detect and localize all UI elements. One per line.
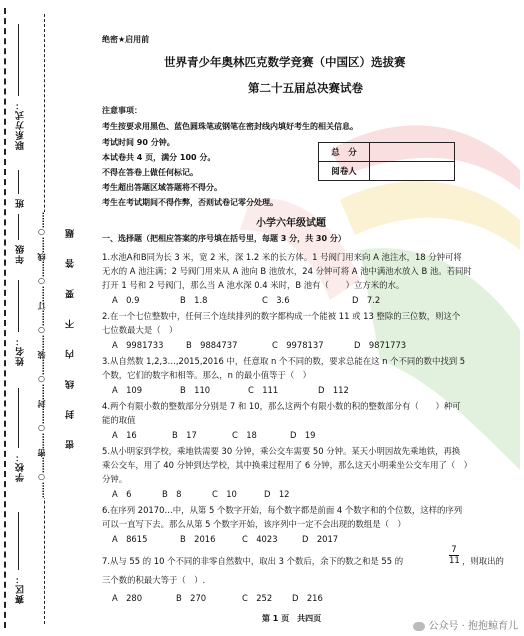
answer-option[interactable]: B 8 (162, 489, 182, 499)
score-row-grader (319, 162, 455, 181)
do-not-answer-notice: 密 封 线 内 不 要 答 题 (66, 220, 76, 449)
question-line: 1.水池A和B同为长 3 米，宽 2 米，深 1.2 米的长方体。1 号阀门用来向 A 池注水，18 分钟可将 (102, 252, 462, 262)
answer-option[interactable]: A 280 (112, 593, 143, 603)
label-class: 班 (16, 198, 26, 208)
question-line: 乘公交车，用了 40 分钟到达学校，其中换乘过程用了 6 分钟，那么这天小明乘坐公交车用了（ ） (102, 460, 473, 470)
field-grade[interactable] (18, 214, 19, 240)
question-line: 2.在一个七位整数中，任何三个连续排列的数字都构成一个能被 11 或 13 整除的三位数，则这个 (102, 311, 461, 321)
label-school: 学校： (16, 452, 26, 482)
wechat-watermark (413, 617, 518, 632)
field-class[interactable] (18, 170, 19, 194)
secret-tag: 绝密★启用前 (102, 35, 150, 44)
question-line: 3.从自然数 1,2,3…,2015,2016 中，任意取 n 个不同的数，要求总能在这 n 个不同的数中找到 5 (102, 356, 466, 366)
label-name: 姓名： (16, 336, 26, 366)
answer-option[interactable]: D 216 (292, 593, 323, 603)
fraction-denominator: 11 (449, 556, 460, 566)
level-title: 小学六年级试题 (256, 218, 326, 229)
answer-option[interactable]: D 19 (290, 430, 316, 440)
score-cell-grader[interactable] (370, 162, 455, 181)
binding-strip (0, 0, 92, 636)
answer-option[interactable]: C 18 (232, 430, 257, 440)
question-line: 分钟。 (102, 474, 128, 484)
question-line-tail: ，则取出的 (462, 556, 504, 566)
section-title: 一、选择题（把相应答案的序号填在括号里，每题 3 分，共 30 分） (102, 234, 346, 243)
notes-line: 考生按要求用黑色、蓝色圆珠笔或钢笔在密封线内填好考生的相关信息。 (102, 122, 358, 131)
answer-option[interactable]: B 17 (172, 430, 197, 440)
answer-option[interactable]: C 252 (242, 593, 273, 603)
question-line: 三个数的积最大等于（ ）. (102, 575, 206, 585)
exam-paper (96, 0, 520, 636)
answer-option[interactable]: A 109 (112, 385, 143, 395)
field-name[interactable] (18, 280, 19, 332)
question-line: 能的取值 (102, 415, 136, 425)
field-region[interactable] (18, 512, 19, 570)
answer-option[interactable]: D 112 (318, 385, 349, 395)
score-label-total: 总 分 (319, 143, 370, 162)
exam-subtitle: 第二十五届总决赛试卷 (248, 81, 363, 95)
wechat-watermark-text: 公众号 · 抱抱鲸育儿 (428, 621, 518, 632)
page-number: 第 1 页 共四页 (262, 614, 322, 623)
answer-option[interactable]: A 16 (112, 430, 137, 440)
seal-line-text: ……○……密……○……封……○……装……○……订……○……线……○…… (37, 212, 46, 498)
notes-line: 考生超出答题区域答题将不得分。 (102, 183, 222, 192)
label-region: 赛区： (16, 574, 26, 604)
field-contact[interactable] (18, 24, 19, 96)
answer-option[interactable]: C 10 (212, 489, 237, 499)
field-school[interactable] (18, 388, 19, 448)
exam-title: 世界青少年奥林匹克数学竞赛（中国区）选拔赛 (164, 55, 406, 69)
notes-line: 不得在答卷上做任何标记。 (102, 168, 198, 177)
answer-option[interactable]: B 110 (180, 385, 211, 395)
answer-option[interactable]: B 270 (176, 593, 207, 603)
answer-option[interactable]: B 2016 (180, 534, 216, 544)
answer-option[interactable]: D 12 (264, 489, 290, 499)
question-line: 5.从小明家到学校，乘地铁需要 30 分钟，乘公交车需要 50 分钟。某天小明因故先乘地铁，再换 (102, 446, 461, 456)
answer-option[interactable]: A 8615 (112, 534, 148, 544)
answer-option[interactable]: A 0.9 (112, 295, 140, 305)
score-row-total (319, 143, 455, 162)
question-line: 6.在序列 20170…中，从第 5 个数字开始，每个数字都是前面 4 个数字和的个位数，这样的序列 (102, 505, 463, 515)
answer-option[interactable]: D 7.2 (352, 295, 381, 305)
notes-heading: 注意事项： (102, 106, 142, 115)
answer-option[interactable]: C 9978137 (272, 340, 324, 350)
fraction-seven-elevenths (449, 545, 459, 566)
score-label-grader: 阅卷人 (319, 162, 370, 181)
fraction-numerator: 7 (451, 545, 457, 555)
question-line: 4.两个有限小数的整数部分分别是 7 和 10，那么这两个有限小数的积的整数部分有（ ）种可 (102, 401, 461, 411)
question-line: 个数，它们的数字和相等。那么，n 的最小值等于（ ） (102, 370, 311, 380)
answer-option[interactable]: C 111 (248, 385, 279, 395)
notes-line: 考生在考试期间不得作弊，否则试卷记零分处理。 (102, 198, 278, 207)
binding-dashed-border (4, 8, 6, 628)
answer-option[interactable]: A 6 (112, 489, 132, 499)
answer-option[interactable]: D 9871773 (354, 340, 407, 350)
score-cell-total[interactable] (370, 143, 455, 162)
label-grade: 年级 (16, 244, 26, 264)
answer-option[interactable]: C 3.6 (262, 295, 290, 305)
label-contact: 联系方式： (16, 100, 26, 150)
notes-line: 本试卷共 4 页，满分 100 分。 (102, 153, 216, 162)
notes-line: 考试时间 90 分钟。 (102, 138, 175, 147)
question-line: 七位数最大是（ ） (102, 325, 178, 335)
question-line: 7.从与 55 的 10 个不同的非零自然数中，取出 3 个数后，余下的数之和是 55 的 (102, 556, 404, 566)
answer-option[interactable]: B 1.8 (180, 295, 208, 305)
question-line: 可以一直写下去。那么从第 5 个数字开始，该序列中一定不会出现的数组是（ ） (102, 519, 406, 529)
question-line: 打开 1 号和 2 号阀门，那么当 A 池水深 0.4 米时，B 池有（ ）立方米的水。 (102, 280, 405, 290)
answer-option[interactable]: A 9981733 (112, 340, 164, 350)
answer-option[interactable]: D 2017 (302, 534, 339, 544)
score-table (318, 142, 455, 181)
answer-option[interactable]: C 4023 (242, 534, 278, 544)
wechat-icon (413, 622, 425, 631)
answer-option[interactable]: B 9884737 (186, 340, 238, 350)
question-line: 无水的 A 池注满；2 号阀门用来从 A 池向 B 池放水，24 分钟可将 A 池中满池水放入 B 池。若同时 (102, 266, 472, 276)
